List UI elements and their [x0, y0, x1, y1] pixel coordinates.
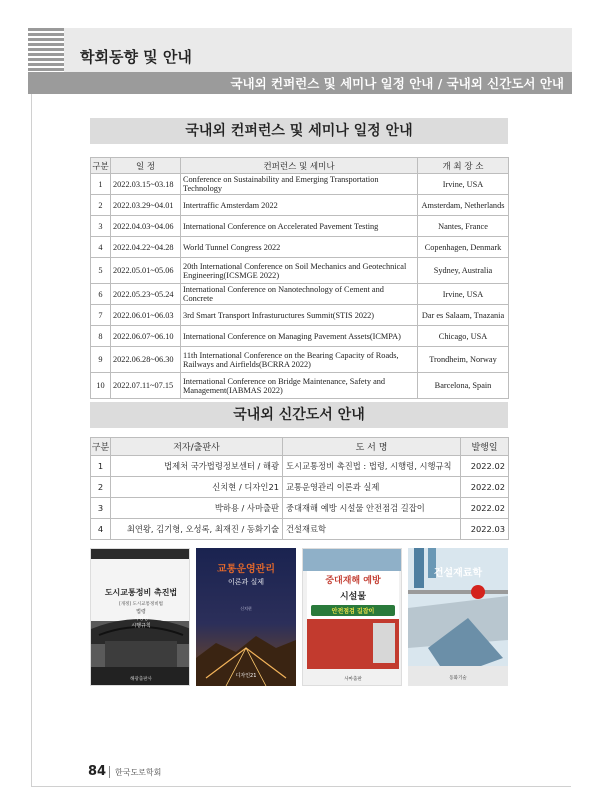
col-no: 구분 [91, 438, 111, 456]
cover-2-sub: 이론과 실제 [227, 578, 265, 586]
table-row [91, 456, 509, 477]
cover-4-title: 건설재료학 [433, 568, 483, 579]
row-no: 2 [91, 477, 111, 498]
page-title: 학회동향 및 안내 [80, 48, 192, 66]
cover-1-title: 도시교통정비 촉진법 [104, 588, 178, 597]
row-no: 5 [91, 258, 111, 284]
cover-1-publisher: 해광출판사 [130, 677, 152, 682]
table-row [91, 477, 509, 498]
row-conference: 3rd Smart Transport Infrastuructures Summit(STIS 2022) [181, 305, 418, 326]
row-conference: 11th International Conference on the Bearing Capacity of Roads, Railways and Airfields(BCRRA 2022) [181, 347, 418, 373]
cover-3-sub2: 안전점검 길잡이 [331, 608, 375, 615]
table-row [91, 519, 509, 540]
row-conference: International Conference on Managing Pavement Assets(ICMPA) [181, 326, 418, 347]
conference-table-header [91, 158, 509, 174]
row-date: 2022.02 [461, 477, 509, 498]
row-date: 2022.07.11~07.15 [111, 373, 181, 399]
table-row [91, 216, 509, 237]
conference-table [90, 157, 509, 399]
left-rule [31, 94, 32, 786]
row-no: 4 [91, 519, 111, 540]
row-title: 교통운영관리 이론과 실제 [283, 477, 461, 498]
col-place: 개 최 장 소 [418, 158, 509, 174]
row-no: 4 [91, 237, 111, 258]
row-no: 9 [91, 347, 111, 373]
row-place: Barcelona, Spain [418, 373, 509, 399]
col-author: 저자/출판사 [111, 438, 283, 456]
row-author: 최연왕, 김기형, 오성록, 최재진 / 동화기술 [111, 519, 283, 540]
row-place: Irvine, USA [418, 284, 509, 305]
page-number: 84 [88, 764, 107, 779]
cover-3-sub: 시설물 [339, 592, 367, 602]
cover-1-line-1: 법령 [136, 609, 146, 615]
cover-1-sub: [개정] 도시교통정비법 [118, 602, 164, 607]
publisher-name: 한국도로학회 [115, 768, 162, 777]
book-cover-4-art [408, 548, 508, 686]
book-cover-1-art [91, 549, 190, 686]
book-cover-2 [196, 548, 296, 686]
book-cover-1 [90, 548, 190, 686]
table-row [91, 347, 509, 373]
cover-2-publisher: 디자인21 [235, 673, 257, 679]
row-place: Trondheim, Norway [418, 347, 509, 373]
row-date: 2022.06.28~06.30 [111, 347, 181, 373]
row-conference: World Tunnel Congress 2022 [181, 237, 418, 258]
row-conference: Intertraffic Amsterdam 2022 [181, 195, 418, 216]
row-place: Nantes, France [418, 216, 509, 237]
row-no: 6 [91, 284, 111, 305]
row-no: 8 [91, 326, 111, 347]
book-cover-4 [408, 548, 508, 686]
row-date: 2022.06.07~06.10 [111, 326, 181, 347]
row-conference: 20th International Conference on Soil Mechanics and Geotechnical Engineering(ICSMGE 2022) [181, 258, 418, 284]
row-no: 3 [91, 216, 111, 237]
page-subtitle: 국내외 컨퍼런스 및 세미나 일정 안내 / 국내외 신간도서 안내 [230, 76, 564, 91]
book-cover-3 [302, 548, 402, 686]
cover-1-line-2: 시행령 [133, 616, 149, 622]
row-date: 2022.04.03~04.06 [111, 216, 181, 237]
row-date: 2022.05.23~05.24 [111, 284, 181, 305]
col-date: 일 정 [111, 158, 181, 174]
col-no: 구분 [91, 158, 111, 174]
row-no: 3 [91, 498, 111, 519]
row-no: 7 [91, 305, 111, 326]
row-title: 도시교통정비 촉진법 : 법령, 시행령, 시행규칙 [283, 456, 461, 477]
row-place: Copenhagen, Denmark [418, 237, 509, 258]
cover-3-publisher: 사마출판 [344, 677, 362, 682]
row-date: 2022.04.22~04.28 [111, 237, 181, 258]
cover-2-title: 교통운영관리 [217, 564, 275, 575]
row-conference: International Conference on Accelerated Pavement Testing [181, 216, 418, 237]
row-date: 2022.02 [461, 456, 509, 477]
table-row [91, 284, 509, 305]
row-no: 1 [91, 174, 111, 195]
row-conference: International Conference on Bridge Maintenance, Safety and Management(IABMAS 2022) [181, 373, 418, 399]
book-cover-2-art [196, 548, 296, 686]
row-place: Chicago, USA [418, 326, 509, 347]
col-date: 발행일 [461, 438, 509, 456]
table-row [91, 305, 509, 326]
row-place: Irvine, USA [418, 174, 509, 195]
cover-3-title: 중대재해 예방 [325, 576, 381, 586]
row-date: 2022.02 [461, 498, 509, 519]
table-row [91, 258, 509, 284]
row-conference: Conference on Sustainability and Emerging Transportation Technology [181, 174, 418, 195]
table-row [91, 498, 509, 519]
table-row [91, 373, 509, 399]
books-table [90, 437, 509, 540]
col-title: 도 서 명 [283, 438, 461, 456]
col-conference: 컨퍼런스 및 세미나 [181, 158, 418, 174]
table-row [91, 174, 509, 195]
cover-4-publisher: 동화기술 [449, 676, 467, 681]
table-row [91, 195, 509, 216]
table-row [91, 326, 509, 347]
books-section-heading: 국내외 신간도서 안내 [90, 402, 508, 428]
table-row [91, 237, 509, 258]
row-place: Sydney, Australia [418, 258, 509, 284]
row-date: 2022.06.01~06.03 [111, 305, 181, 326]
book-cover-3-art [303, 549, 402, 686]
cover-2-author: 신치현 [240, 606, 252, 611]
page-separator [109, 766, 110, 778]
row-date: 2022.03.29~04.01 [111, 195, 181, 216]
books-table-header [91, 438, 509, 456]
row-conference: International Conference on Nanotechnology of Cement and Concrete [181, 284, 418, 305]
bottom-rule [31, 786, 571, 787]
row-no: 1 [91, 456, 111, 477]
row-no: 2 [91, 195, 111, 216]
cover-1-line-3: 시행규칙 [131, 623, 151, 629]
header-stripes [28, 28, 64, 76]
row-author: 박하용 / 사마출판 [111, 498, 283, 519]
row-date: 2022.03.15~03.18 [111, 174, 181, 195]
row-date: 2022.05.01~05.06 [111, 258, 181, 284]
row-no: 10 [91, 373, 111, 399]
row-place: Dar es Salaam, Tnazania [418, 305, 509, 326]
conference-section-heading: 국내외 컨퍼런스 및 세미나 일정 안내 [90, 118, 508, 144]
row-title: 중대재해 예방 시설물 안전점검 길잡이 [283, 498, 461, 519]
row-author: 신치현 / 디자인21 [111, 477, 283, 498]
row-place: Amsterdam, Netherlands [418, 195, 509, 216]
row-date: 2022.03 [461, 519, 509, 540]
row-author: 법제처 국가법령정보센터 / 해광 [111, 456, 283, 477]
row-title: 건설재료학 [283, 519, 461, 540]
